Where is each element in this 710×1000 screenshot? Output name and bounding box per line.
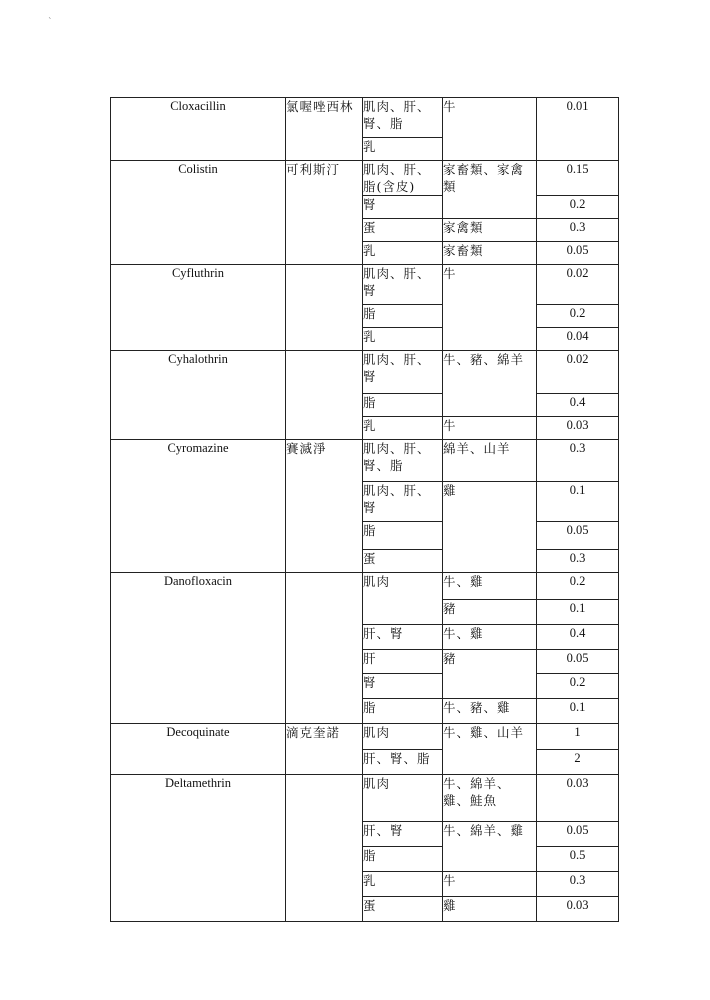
tissue-cell: 乳: [363, 417, 443, 440]
species-cell: 牛: [443, 417, 537, 440]
species-cell: 雞: [443, 897, 537, 922]
mrl-cell: 0.2: [537, 305, 619, 328]
tissue-cell: 脂: [363, 394, 443, 417]
tissue-cell: 肝、腎、脂: [363, 750, 443, 775]
mrl-cell: 0.3: [537, 440, 619, 482]
drug-chinese-name: 賽滅淨: [286, 440, 363, 573]
mrl-cell: 0.2: [537, 196, 619, 219]
tissue-cell: 肌肉、肝、腎、脂: [363, 98, 443, 138]
species-cell: 家禽類: [443, 219, 537, 242]
mrl-cell: 2: [537, 750, 619, 775]
drug-chinese-name: 滴克奎諾: [286, 724, 363, 775]
mrl-cell: 0.3: [537, 872, 619, 897]
mrl-cell: 0.2: [537, 573, 619, 600]
mrl-cell: 0.05: [537, 522, 619, 550]
tissue-cell: 肝: [363, 650, 443, 674]
drug-chinese-name: 可利斯汀: [286, 161, 363, 265]
species-cell: 牛: [443, 98, 537, 161]
tissue-cell: 肌肉、肝、腎: [363, 482, 443, 522]
tissue-cell: 肌肉、肝、脂(含皮): [363, 161, 443, 196]
tissue-cell: 乳: [363, 872, 443, 897]
tissue-cell: 腎: [363, 674, 443, 699]
mrl-cell: 0.03: [537, 775, 619, 822]
tissue-cell: 肝、腎: [363, 822, 443, 847]
drug-chinese-name: [286, 265, 363, 351]
species-cell: 豬: [443, 600, 537, 625]
tissue-cell: 乳: [363, 328, 443, 351]
species-cell: 雞: [443, 482, 537, 573]
mrl-cell: 0.5: [537, 847, 619, 872]
species-cell: 牛、雞、山羊: [443, 724, 537, 775]
tissue-cell: 肌肉、肝、腎: [363, 351, 443, 394]
species-cell: 牛、綿羊、雞: [443, 822, 537, 872]
mrl-cell: 1: [537, 724, 619, 750]
table-row: [111, 724, 619, 750]
mrl-cell: 0.01: [537, 98, 619, 161]
corner-mark: `: [48, 18, 53, 28]
species-cell: 牛、綿羊、雞、鮭魚: [443, 775, 537, 822]
mrl-cell: 0.4: [537, 625, 619, 650]
tissue-cell: 脂: [363, 847, 443, 872]
tissue-cell: 腎: [363, 196, 443, 219]
tissue-cell: 蛋: [363, 219, 443, 242]
drug-chinese-name: [286, 351, 363, 440]
species-cell: 牛、雞: [443, 625, 537, 650]
table-row: [111, 775, 619, 822]
drug-chinese-name: 氯喔唑西林: [286, 98, 363, 161]
tissue-cell: 乳: [363, 138, 443, 161]
drug-name: Colistin: [111, 161, 286, 265]
tissue-cell: 蛋: [363, 897, 443, 922]
species-cell: 綿羊、山羊: [443, 440, 537, 482]
tissue-cell: 肌肉: [363, 775, 443, 822]
species-cell: 豬: [443, 650, 537, 699]
mrl-cell: 0.05: [537, 822, 619, 847]
mrl-cell: 0.03: [537, 417, 619, 440]
mrl-cell: 0.3: [537, 219, 619, 242]
table-row: [111, 440, 619, 482]
species-cell: 牛: [443, 265, 537, 351]
mrl-cell: 0.1: [537, 699, 619, 724]
table-row: [111, 161, 619, 196]
mrl-cell: 0.02: [537, 351, 619, 394]
table-row: [111, 573, 619, 600]
tissue-cell: 脂: [363, 305, 443, 328]
drug-chinese-name: [286, 573, 363, 724]
mrl-cell: 0.15: [537, 161, 619, 196]
mrl-cell: 0.1: [537, 600, 619, 625]
drug-name: Decoquinate: [111, 724, 286, 775]
drug-name: Danofloxacin: [111, 573, 286, 724]
tissue-cell: 肌肉、肝、腎、脂: [363, 440, 443, 482]
species-cell: 家畜類: [443, 242, 537, 265]
drug-name: Cyhalothrin: [111, 351, 286, 440]
table-row: [111, 351, 619, 394]
mrl-cell: 0.3: [537, 550, 619, 573]
mrl-cell: 0.4: [537, 394, 619, 417]
table-row: [111, 265, 619, 305]
mrl-cell: 0.2: [537, 674, 619, 699]
drug-name: Cyfluthrin: [111, 265, 286, 351]
mrl-cell: 0.03: [537, 897, 619, 922]
drug-name: Cyromazine: [111, 440, 286, 573]
tissue-cell: 肌肉: [363, 724, 443, 750]
species-cell: 牛、雞: [443, 573, 537, 600]
tissue-cell: 脂: [363, 522, 443, 550]
residue-limit-table: [110, 97, 619, 922]
drug-name: Cloxacillin: [111, 98, 286, 161]
mrl-cell: 0.04: [537, 328, 619, 351]
tissue-cell: 脂: [363, 699, 443, 724]
mrl-cell: 0.05: [537, 650, 619, 674]
species-cell: 家畜類、家禽類: [443, 161, 537, 219]
drug-name: Deltamethrin: [111, 775, 286, 922]
tissue-cell: 乳: [363, 242, 443, 265]
mrl-cell: 0.02: [537, 265, 619, 305]
tissue-cell: 蛋: [363, 550, 443, 573]
mrl-cell: 0.05: [537, 242, 619, 265]
tissue-cell: 肝、腎: [363, 625, 443, 650]
tissue-cell: 肌肉、肝、腎: [363, 265, 443, 305]
drug-chinese-name: [286, 775, 363, 922]
species-cell: 牛、豬、雞: [443, 699, 537, 724]
mrl-cell: 0.1: [537, 482, 619, 522]
species-cell: 牛、豬、綿羊: [443, 351, 537, 417]
species-cell: 牛: [443, 872, 537, 897]
table-row: [111, 98, 619, 138]
tissue-cell: 肌肉: [363, 573, 443, 625]
